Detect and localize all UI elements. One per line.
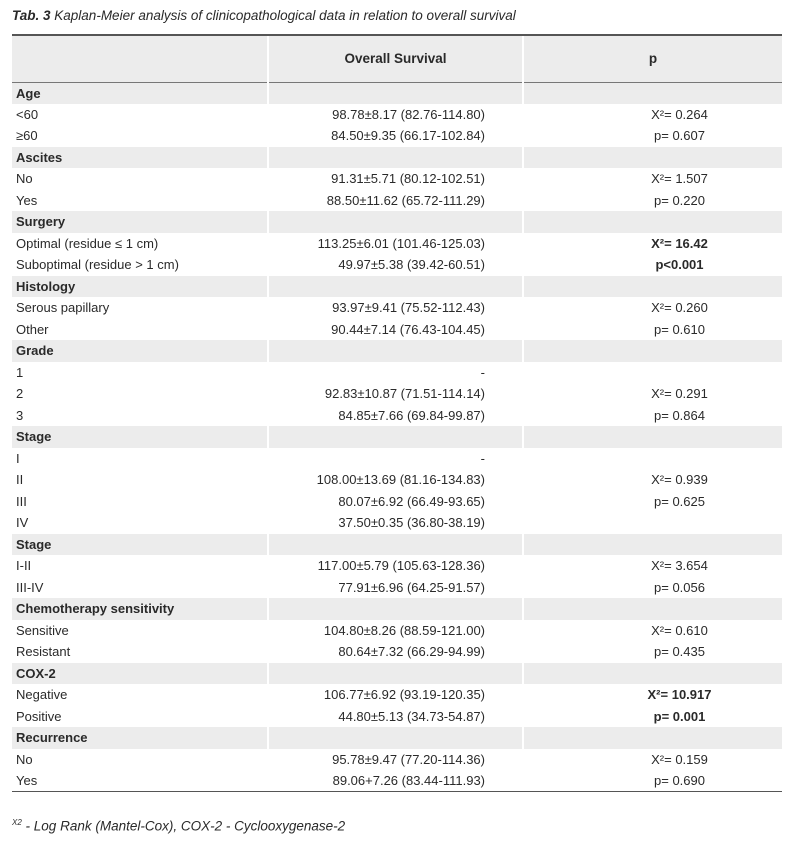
p-value: p= 0.625 xyxy=(654,493,705,509)
table-row xyxy=(12,448,782,470)
row-label: Yes xyxy=(16,192,38,208)
p-value: p= 0.690 xyxy=(523,770,782,792)
section-filler xyxy=(268,534,523,556)
section-filler xyxy=(523,276,782,298)
section-title: Recurrence xyxy=(12,727,268,749)
section-title: Surgery xyxy=(12,211,268,233)
row-label: Positive xyxy=(16,708,62,724)
table-caption xyxy=(12,8,516,23)
row-label: No xyxy=(16,751,33,767)
section-filler xyxy=(268,663,523,685)
p-value: X²= 10.917 xyxy=(647,687,712,703)
row-label: Serous papillary xyxy=(16,300,110,316)
table-row xyxy=(12,512,782,534)
overall-survival-value: 91.31±5.71 (80.12-102.51) xyxy=(331,171,485,187)
overall-survival-value: 77.91±6.96 (64.25-91.57) xyxy=(338,579,485,595)
row-label: Suboptimal (residue > 1 cm) xyxy=(16,257,179,273)
section-filler xyxy=(523,426,782,448)
section-filler xyxy=(268,276,523,298)
row-label: Sensitive xyxy=(16,622,69,638)
section-filler xyxy=(268,147,523,169)
section-title: COX-2 xyxy=(12,663,268,685)
caption-label: Tab. 3 xyxy=(12,8,51,23)
row-label: Yes xyxy=(12,770,268,792)
table-body xyxy=(12,82,782,792)
overall-survival-value: - xyxy=(480,450,485,466)
overall-survival-value: 88.50±11.62 (65.72-111.29) xyxy=(326,192,485,208)
table-row xyxy=(12,383,782,405)
section-filler xyxy=(523,727,782,749)
section-row xyxy=(12,426,782,448)
p-value: p= 0.220 xyxy=(654,192,705,208)
caption-text: Kaplan-Meier analysis of clinicopathological data in relation to overall survival xyxy=(54,8,516,23)
row-label: ≥60 xyxy=(16,128,38,144)
table-row xyxy=(12,405,782,427)
p-value: X²= 1.507 xyxy=(651,171,708,187)
p-value: p= 0.056 xyxy=(654,579,705,595)
section-row xyxy=(12,534,782,556)
p-value: p<0.001 xyxy=(655,257,704,273)
overall-survival-value: 113.25±6.01 (101.46-125.03) xyxy=(317,235,485,251)
overall-survival-value: 106.77±6.92 (93.19-120.35) xyxy=(323,687,485,703)
overall-survival-value: 37.50±0.35 (36.80-38.19) xyxy=(338,515,485,531)
section-filler xyxy=(523,82,782,104)
header-p: p xyxy=(523,35,782,82)
overall-survival-value: 93.97±9.41 (75.52-112.43) xyxy=(332,300,485,316)
section-row xyxy=(12,598,782,620)
section-title: Histology xyxy=(12,276,268,298)
p-value: p= 0.864 xyxy=(654,407,705,423)
p-value: p= 0.610 xyxy=(654,321,705,337)
overall-survival-value: 44.80±5.13 (34.73-54.87) xyxy=(338,708,485,724)
table-row xyxy=(12,319,782,341)
section-filler xyxy=(268,426,523,448)
overall-survival-value: 84.50±9.35 (66.17-102.84) xyxy=(331,128,485,144)
section-row xyxy=(12,727,782,749)
survival-table xyxy=(12,34,782,792)
p-value: X²= 0.159 xyxy=(651,751,708,767)
row-label: 1 xyxy=(16,364,24,380)
overall-survival-value: 80.07±6.92 (66.49-93.65) xyxy=(338,493,485,509)
section-title: Stage xyxy=(12,426,268,448)
section-filler xyxy=(523,598,782,620)
section-filler xyxy=(523,663,782,685)
row-label: Other xyxy=(16,321,49,337)
row-label: I-II xyxy=(16,558,32,574)
section-row xyxy=(12,147,782,169)
overall-survival-value: 92.83±10.87 (71.51-114.14) xyxy=(324,386,485,402)
p-value xyxy=(523,448,782,470)
section-title: Ascites xyxy=(12,147,268,169)
row-label: 3 xyxy=(16,407,24,423)
header-row xyxy=(12,35,782,82)
table-row xyxy=(12,125,782,147)
overall-survival-value: 80.64±7.32 (66.29-94.99) xyxy=(338,644,485,660)
overall-survival-value: 95.78±9.47 (77.20-114.36) xyxy=(332,751,485,767)
row-label: <60 xyxy=(16,106,39,122)
table-row xyxy=(12,706,782,728)
row-label: No xyxy=(16,171,33,187)
row-label: I xyxy=(16,450,20,466)
header-overall-survival: Overall Survival xyxy=(268,35,523,82)
row-label: IV xyxy=(16,515,29,531)
p-value xyxy=(523,512,782,534)
section-title: Age xyxy=(12,82,268,104)
table-row xyxy=(12,770,782,792)
section-filler xyxy=(523,534,782,556)
overall-survival-value: 108.00±13.69 (81.16-134.83) xyxy=(316,472,485,488)
section-row xyxy=(12,211,782,233)
p-value: X²= 0.610 xyxy=(651,622,708,638)
table-row xyxy=(12,104,782,126)
p-value: p= 0.607 xyxy=(654,128,705,144)
section-filler xyxy=(268,598,523,620)
row-label: Resistant xyxy=(16,644,71,660)
section-title: Chemotherapy sensitivity xyxy=(12,598,268,620)
row-label: III xyxy=(16,493,27,509)
overall-survival-value: 90.44±7.14 (76.43-104.45) xyxy=(331,321,485,337)
section-filler xyxy=(268,211,523,233)
row-label: Optimal (residue ≤ 1 cm) xyxy=(16,235,159,251)
table-row xyxy=(12,362,782,384)
table-row xyxy=(12,254,782,276)
table-row xyxy=(12,641,782,663)
row-label: Negative xyxy=(16,687,68,703)
section-filler xyxy=(523,340,782,362)
footnote xyxy=(12,818,345,834)
section-row xyxy=(12,276,782,298)
table-row xyxy=(12,555,782,577)
section-filler xyxy=(268,82,523,104)
section-title: Grade xyxy=(12,340,268,362)
p-value: p= 0.001 xyxy=(653,708,706,724)
table-row xyxy=(12,684,782,706)
p-value xyxy=(523,362,782,384)
footnote-text: - Log Rank (Mantel-Cox), COX-2 - Cyclooxygenase-2 xyxy=(21,818,346,834)
header-variable xyxy=(12,35,268,82)
table-row xyxy=(12,297,782,319)
section-filler xyxy=(268,727,523,749)
table-row xyxy=(12,491,782,513)
overall-survival-value: - xyxy=(480,364,485,380)
overall-survival-value: 89.06+7.26 (83.44-111.93) xyxy=(268,770,523,792)
section-filler xyxy=(268,340,523,362)
overall-survival-value: 117.00±5.79 (105.63-128.36) xyxy=(317,558,485,574)
p-value: X²= 0.260 xyxy=(651,300,708,316)
table-row xyxy=(12,620,782,642)
section-filler xyxy=(523,211,782,233)
overall-survival-value: 104.80±8.26 (88.59-121.00) xyxy=(323,622,485,638)
table-row xyxy=(12,577,782,599)
table-row xyxy=(12,749,782,771)
table-row xyxy=(12,469,782,491)
table-row xyxy=(12,233,782,255)
overall-survival-value: 49.97±5.38 (39.42-60.51) xyxy=(338,257,485,273)
table-row xyxy=(12,190,782,212)
footnote-sup: X2 xyxy=(12,818,22,827)
p-value: X²= 0.291 xyxy=(651,386,708,402)
row-label: III-IV xyxy=(16,579,44,595)
section-row xyxy=(12,340,782,362)
section-filler xyxy=(523,147,782,169)
overall-survival-value: 98.78±8.17 (82.76-114.80) xyxy=(332,106,485,122)
p-value: X²= 0.264 xyxy=(651,106,708,122)
p-value: X²= 16.42 xyxy=(651,235,708,251)
table-row xyxy=(12,168,782,190)
section-title: Stage xyxy=(12,534,268,556)
p-value: X²= 3.654 xyxy=(651,558,708,574)
section-row xyxy=(12,82,782,104)
p-value: X²= 0.939 xyxy=(651,472,708,488)
section-row xyxy=(12,663,782,685)
p-value: p= 0.435 xyxy=(654,644,705,660)
overall-survival-value: 84.85±7.66 (69.84-99.87) xyxy=(338,407,485,423)
row-label: II xyxy=(16,472,24,488)
row-label: 2 xyxy=(16,386,24,402)
